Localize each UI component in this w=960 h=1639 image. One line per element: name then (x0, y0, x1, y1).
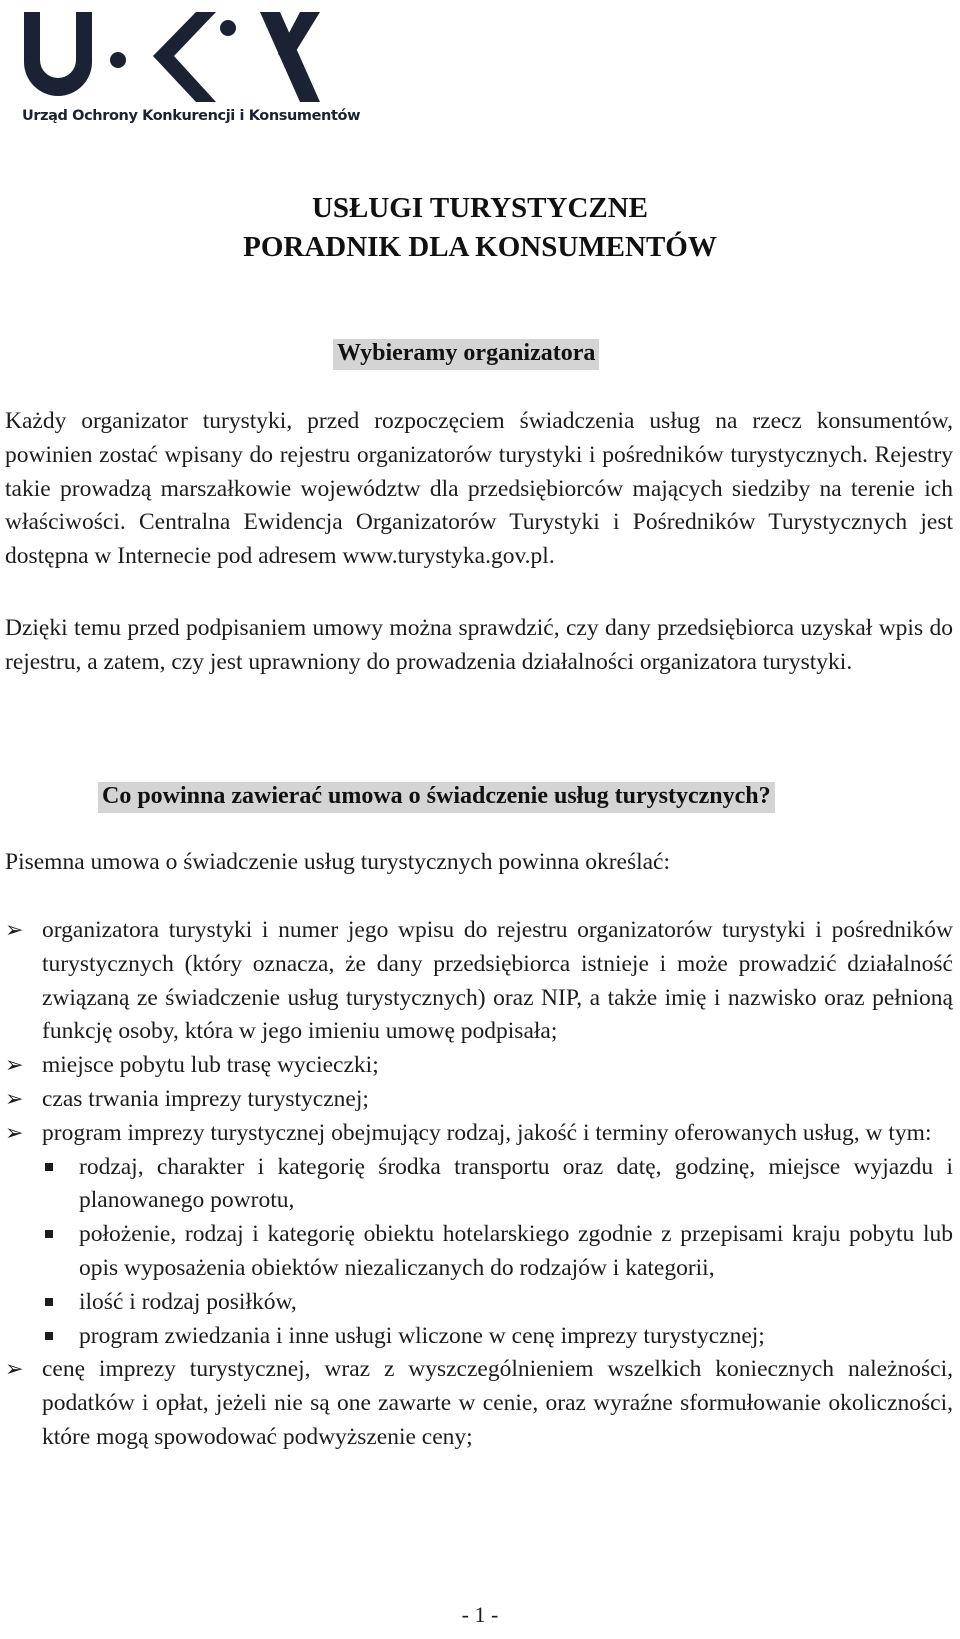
paragraph-verification: Dzięki temu przed podpisaniem umowy można sprawdzić, czy dany przedsiębiorca uzyskał wpis do rejestru, a zatem, czy jest uprawniony do prowadzenia działalności organizatora turystyki. (5, 615, 953, 675)
contract-requirements-list (5, 914, 953, 1455)
sub-list-item-text: program zwiedzania i inne usługi wliczone w cenę imprezy turystycznej; (79, 1322, 765, 1349)
sub-list-item-text: ilość i rodzaj posiłków, (79, 1288, 297, 1315)
sub-list-item (5, 1320, 953, 1354)
list-item-text: cenę imprezy turystycznej, wraz z wyszczególnieniem wszelkich koniecznych należności, podatków i opłat, jeżeli nie są one zawarte w cenie, oraz wyraźne sformułowanie okoliczności, które mogą spowodować podwyższenie ceny; (42, 1356, 953, 1450)
document-title-line1: USŁUGI TURYSTYCZNE (311, 192, 649, 224)
list-item-text: program imprezy turystycznej obejmujący rodzaj, jakość i terminy oferowanych usług, w tym: (42, 1119, 932, 1146)
square-bullet-icon (45, 1163, 53, 1171)
arrow-bullet-icon: ➢ (5, 1053, 24, 1079)
page-number: - 1 - (461, 1602, 499, 1627)
list-item (5, 1353, 953, 1454)
sub-list-item-text: rodzaj, charakter i kategorię środka transportu oraz datę, godzinę, miejsce wyjazdu i planowanego powrotu, (79, 1153, 953, 1214)
list-item-text: organizatora turystyki i numer jego wpisu do rejestru organizatorów turystyki i pośredników turystycznych (który oznacza, że dany przedsiębiorca istnieje i może prowadzić działalność związaną ze świadczenie usług turystycznych) oraz NIP, a także imię i nazwisko oraz pełnioną funkcję osoby, która w jego imieniu umowę podpisała; (42, 917, 953, 1045)
uokik-logo (20, 8, 361, 133)
paragraph-registry: Każdy organizator turystyki, przed rozpoczęciem świadczenia usług na rzecz konsumentów, powinien zostać wpisany do rejestru organizatorów turystyki i pośredników turystycznych. Rejestry takie prowadzą marszałkowie województw dla przedsiębiorców mających siedziby na terenie ich właściwości. Centralna Ewidencja Organizatorów Turystyki i Pośredników Turystycznych jest dostępna w Internecie pod adresem www.turystyka.gov.pl. (5, 408, 953, 570)
square-bullet-icon (45, 1332, 53, 1340)
list-item (5, 914, 953, 1049)
arrow-bullet-icon: ➢ (5, 1357, 24, 1383)
document-title-line2: PORADNIK DLA KONSUMENTÓW (243, 231, 717, 263)
list-item (5, 1083, 953, 1117)
arrow-bullet-icon: ➢ (5, 918, 24, 943)
sub-list-item (5, 1286, 953, 1320)
arrow-bullet-icon: ➢ (5, 1120, 24, 1146)
square-bullet-icon (45, 1230, 53, 1238)
contract-intro: Pisemna umowa o świadczenie usług turystycznych powinna określać: (5, 849, 671, 875)
list-item-text: miejsce pobytu lub trasę wycieczki; (42, 1052, 379, 1079)
sub-list-item (5, 1218, 953, 1286)
section-heading-organizer: Wybieramy organizatora (333, 339, 599, 370)
arrow-bullet-icon: ➢ (5, 1086, 24, 1112)
list-item (5, 1049, 953, 1083)
sub-list-item-text: położenie, rodzaj i kategorię obiektu hotelarskiego zgodnie z przepisami kraju pobytu lub opis wyposażenia obiektów niezaliczanych do rodzajów i kategorii, (79, 1221, 953, 1281)
section-heading-contract: Co powinna zawierać umowa o świadczenie usług turystycznych? (98, 782, 775, 813)
list-item-text: czas trwania imprezy turystycznej; (42, 1085, 369, 1112)
sub-list-item (5, 1151, 953, 1219)
list-item (5, 1117, 953, 1151)
square-bullet-icon (45, 1298, 53, 1306)
logo-mark (20, 8, 320, 108)
logo-caption: Urząd Ochrony Konkurencji i Konsumentów (22, 108, 361, 124)
